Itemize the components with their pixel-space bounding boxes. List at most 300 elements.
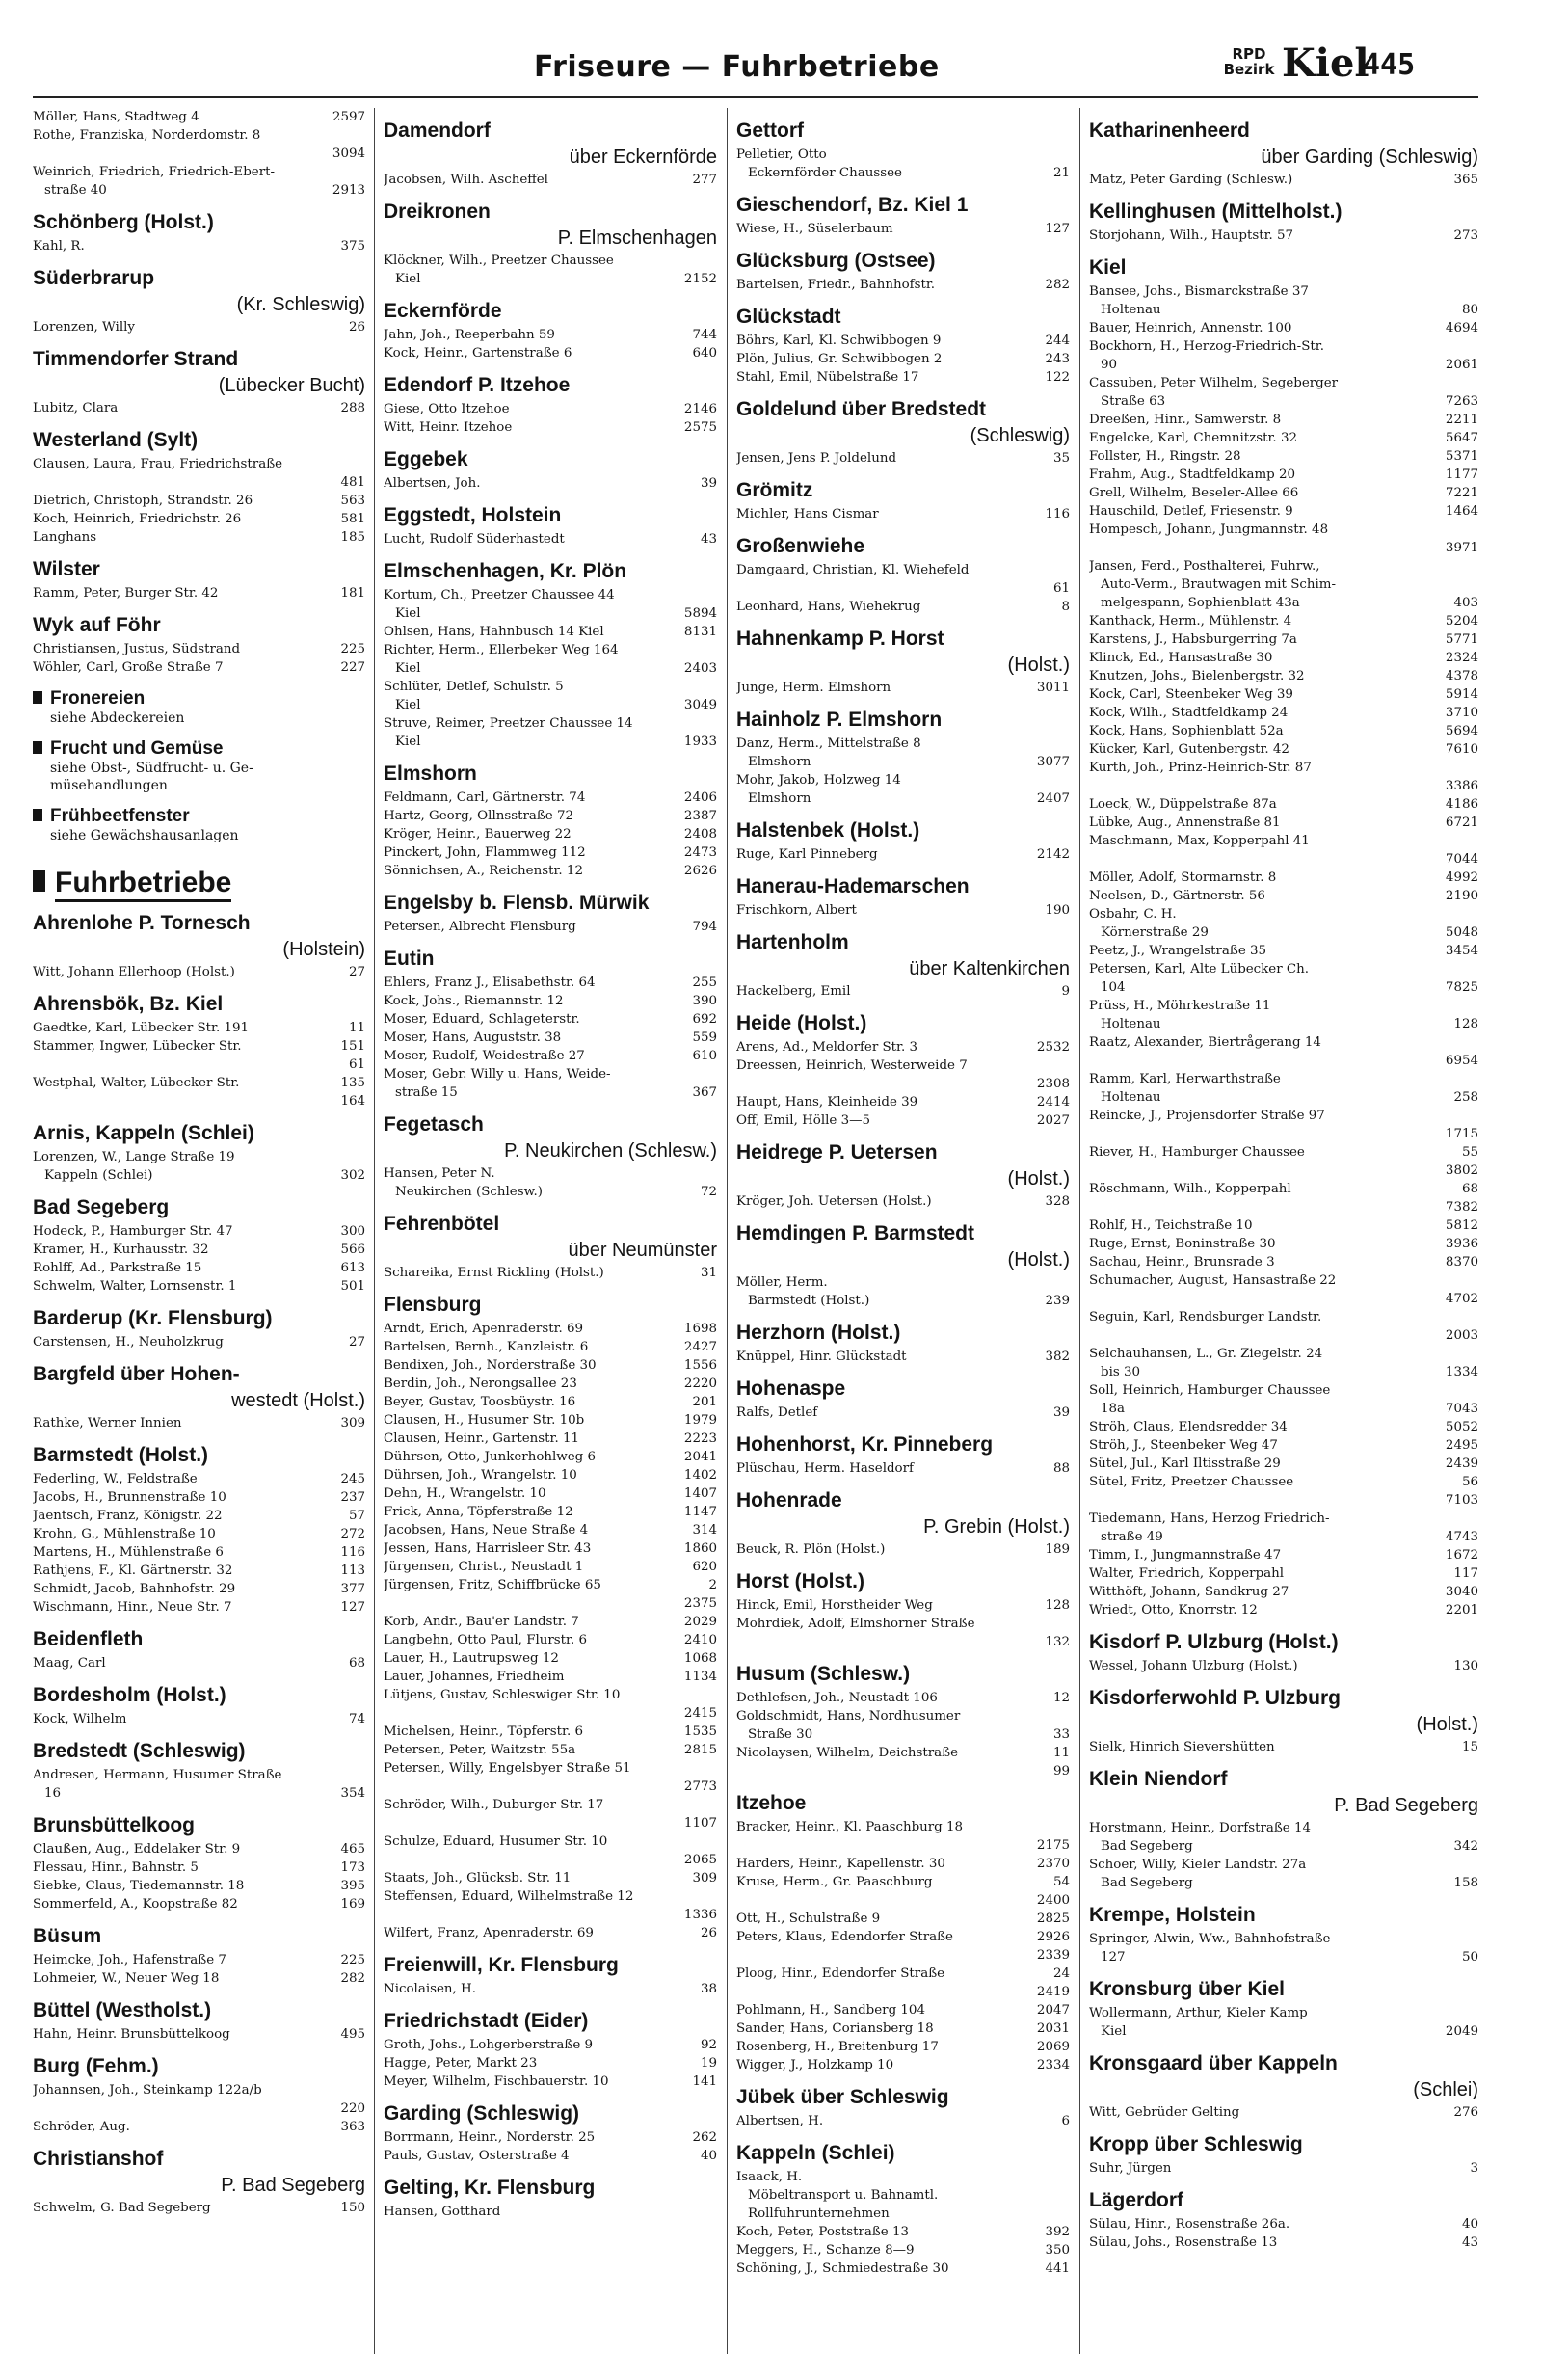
listing-entry bbox=[736, 368, 1070, 387]
listing-name: Dührsen, Otto, Junkerhohlweg 6 bbox=[384, 1450, 597, 1464]
district-name: Kiel bbox=[1282, 40, 1369, 86]
listing-name: Schumacher, August, Hansastraße 22 bbox=[1089, 1273, 1337, 1288]
phone-number: 88 bbox=[1052, 1461, 1070, 1476]
listing-continuation bbox=[1089, 1290, 1478, 1308]
listing-name: Clausen, Laura, Frau, Friedrichstraße bbox=[33, 457, 283, 471]
phone-number: 2142 bbox=[1036, 847, 1070, 862]
listing-continuation bbox=[1089, 539, 1478, 557]
phone-number: 501 bbox=[340, 1279, 365, 1294]
listing-name: 18a bbox=[1101, 1402, 1126, 1416]
column-2 bbox=[384, 108, 717, 2354]
phone-number: 54 bbox=[1052, 1875, 1070, 1889]
place-heading: Timmendorfer Strand bbox=[33, 348, 239, 370]
place-heading: Wilster bbox=[33, 558, 100, 580]
place-subheading: (Lübecker Bucht) bbox=[218, 375, 365, 396]
place-heading: Wyk auf Föhr bbox=[33, 614, 161, 636]
listing-entry bbox=[736, 2223, 1070, 2241]
listing-entry bbox=[1089, 1271, 1478, 1290]
listing-entry bbox=[33, 658, 365, 677]
listing-name: Walter, Friedrich, Kopperpahl bbox=[1089, 1566, 1285, 1581]
place-subheading: (Holst.) bbox=[1007, 655, 1070, 676]
phone-number: 2597 bbox=[332, 110, 365, 124]
phone-number: 15 bbox=[1461, 1740, 1478, 1754]
listing-entry bbox=[384, 2128, 717, 2147]
phone-number: 1535 bbox=[683, 1725, 717, 1739]
listing-entry bbox=[384, 586, 717, 604]
listing-name: Arndt, Erich, Apenraderstr. 69 bbox=[384, 1322, 584, 1336]
phone-number: 2408 bbox=[683, 827, 717, 842]
listing-name: Bauer, Heinrich, Annenstr. 100 bbox=[1089, 321, 1292, 335]
place-heading: Eckernförde bbox=[384, 300, 502, 322]
listing-continuation bbox=[33, 1784, 365, 1803]
listing-name: Andresen, Hermann, Husumer Straße bbox=[33, 1768, 282, 1782]
listing-entry bbox=[736, 1855, 1070, 1873]
phone-number: 2223 bbox=[683, 1431, 717, 1446]
listing-entry bbox=[384, 1924, 717, 1942]
listing-name: Nicolaysen, Wilhelm, Deichstraße bbox=[736, 1746, 959, 1760]
listing-entry bbox=[1089, 905, 1478, 923]
phone-number: 2773 bbox=[683, 1779, 717, 1794]
cross-reference-note: siehe Abdeckereien bbox=[50, 710, 185, 726]
listing-name: Rathke, Werner Innien bbox=[33, 1416, 182, 1431]
listing-entry bbox=[33, 1222, 365, 1241]
listing-name: Lauer, H., Lautrupsweg 12 bbox=[384, 1651, 559, 1666]
listing-entry bbox=[1089, 1235, 1478, 1253]
phone-number: 7263 bbox=[1445, 394, 1478, 409]
phone-number: 3386 bbox=[1445, 779, 1478, 793]
listing-entry bbox=[384, 1466, 717, 1484]
listing-name: Knutzen, Johs., Bielenbergstr. 32 bbox=[1089, 669, 1305, 683]
phone-number: 11 bbox=[1052, 1746, 1070, 1760]
phone-number: 57 bbox=[348, 1509, 365, 1523]
phone-number: 3454 bbox=[1445, 944, 1478, 958]
columns-area bbox=[33, 108, 1478, 2354]
phone-number: 258 bbox=[1453, 1090, 1478, 1105]
listing-continuation bbox=[736, 1762, 1070, 1780]
phone-number: 141 bbox=[692, 2074, 717, 2089]
listing-name: Möbeltransport u. Bahnamtl. bbox=[748, 2188, 939, 2203]
listing-entry bbox=[736, 1111, 1070, 1130]
phone-number: 12 bbox=[1052, 1691, 1070, 1705]
listing-entry bbox=[384, 974, 717, 992]
listing-name: Reincke, J., Projensdorfer Straße 97 bbox=[1089, 1109, 1325, 1123]
listing-name: Weinrich, Friedrich, Friedrich-Ebert- bbox=[33, 165, 275, 179]
phone-number: 390 bbox=[692, 994, 717, 1008]
place-heading: Elmschenhagen, Kr. Plön bbox=[384, 560, 627, 582]
listing-entry bbox=[736, 2001, 1070, 2019]
listing-continuation bbox=[1089, 923, 1478, 942]
listing-name: Elmshorn bbox=[748, 791, 811, 806]
place-heading: Krempe, Holstein bbox=[1089, 1904, 1256, 1926]
place-subheading: über Garding (Schleswig) bbox=[1261, 147, 1478, 168]
listing-entry bbox=[736, 845, 1070, 864]
phone-number: 5204 bbox=[1445, 614, 1478, 628]
listing-name: Rothe, Franziska, Norderdomstr. 8 bbox=[33, 128, 261, 143]
listing-entry bbox=[1089, 942, 1478, 960]
place-subheading: über Kaltenkirchen bbox=[909, 958, 1070, 979]
listing-name: Jaentsch, Franz, Königstr. 22 bbox=[33, 1509, 223, 1523]
phone-number: 272 bbox=[340, 1527, 365, 1541]
listing-entry bbox=[1089, 1143, 1478, 1162]
phone-number: 243 bbox=[1045, 352, 1070, 366]
phone-number: 2626 bbox=[683, 864, 717, 878]
listing-name: Kiel bbox=[1101, 2024, 1127, 2039]
listing-entry bbox=[384, 1411, 717, 1430]
listing-name: Böhrs, Karl, Kl. Schwibbogen 9 bbox=[736, 334, 942, 348]
listing-entry bbox=[1089, 1217, 1478, 1235]
listing-entry bbox=[1089, 1107, 1478, 1125]
listing-continuation bbox=[1089, 777, 1478, 795]
place-heading: Glücksburg (Ostsee) bbox=[736, 250, 936, 272]
listing-name: Lucht, Rudolf Süderhastedt bbox=[384, 532, 565, 547]
phone-number: 566 bbox=[340, 1243, 365, 1257]
phone-number: 2473 bbox=[683, 845, 717, 860]
listing-continuation bbox=[736, 753, 1070, 771]
listing-entry bbox=[384, 1887, 717, 1906]
listing-entry bbox=[384, 1741, 717, 1759]
phone-number: 1672 bbox=[1445, 1548, 1478, 1563]
place-heading: Eggebek bbox=[384, 448, 468, 470]
phone-number: 3710 bbox=[1445, 706, 1478, 720]
listing-entry bbox=[384, 1649, 717, 1668]
listing-entry bbox=[736, 1192, 1070, 1211]
listing-name: Ströh, J., Steenbeker Weg 47 bbox=[1089, 1438, 1278, 1453]
listing-entry bbox=[384, 918, 717, 936]
listing-entry bbox=[384, 862, 717, 880]
phone-number: 2047 bbox=[1036, 2003, 1070, 2018]
phone-number: 1979 bbox=[683, 1413, 717, 1428]
phone-number: 220 bbox=[340, 2101, 365, 2116]
listing-entry bbox=[1089, 1436, 1478, 1455]
phone-number: 190 bbox=[1045, 903, 1070, 918]
header-rule bbox=[33, 96, 1478, 98]
phone-number: 33 bbox=[1052, 1727, 1070, 1742]
listing-name: Lorenzen, Willy bbox=[33, 320, 135, 334]
listing-continuation bbox=[736, 2186, 1070, 2205]
place-subheading: P. Elmschenhagen bbox=[557, 227, 717, 249]
listing-name: Kröger, Joh. Uetersen (Holst.) bbox=[736, 1194, 932, 1209]
listing-name: 16 bbox=[44, 1786, 62, 1801]
listing-name: Siebke, Claus, Tiedemannstr. 18 bbox=[33, 1879, 245, 1893]
listing-entry bbox=[384, 1796, 717, 1814]
place-heading: Hohenrade bbox=[736, 1489, 842, 1511]
listing-entry bbox=[33, 1525, 365, 1543]
phone-number: 2339 bbox=[1036, 1948, 1070, 1963]
place-heading: Kisdorf P. Ulzburg (Holst.) bbox=[1089, 1631, 1339, 1653]
listing-entry bbox=[33, 584, 365, 602]
place-heading: Kronsgaard über Kappeln bbox=[1089, 2052, 1338, 2074]
place-heading: Kellinghusen (Mittelholst.) bbox=[1089, 201, 1343, 223]
listing-entry bbox=[736, 598, 1070, 616]
listing-entry bbox=[33, 2118, 365, 2136]
listing-name: Pohlmann, H., Sandberg 104 bbox=[736, 2003, 925, 2018]
listing-entry bbox=[384, 843, 717, 862]
place-heading: Damendorf bbox=[384, 120, 491, 142]
phone-number: 3971 bbox=[1445, 541, 1478, 555]
listing-name: Rohlff, Ad., Parkstraße 15 bbox=[33, 1261, 202, 1275]
listing-entry bbox=[33, 1562, 365, 1580]
listing-entry bbox=[33, 1766, 365, 1784]
phone-number: 300 bbox=[340, 1224, 365, 1239]
listing-entry bbox=[736, 1273, 1070, 1292]
listing-name: Holtenau bbox=[1101, 1090, 1161, 1105]
listing-name: Langhans bbox=[33, 530, 97, 545]
phone-number: 3 bbox=[1470, 2161, 1478, 2176]
listing-name: Bockhorn, H., Herzog-Friedrich-Str. bbox=[1089, 339, 1324, 354]
listing-name: Koch, Peter, Poststraße 13 bbox=[736, 2225, 910, 2239]
listing-entry bbox=[736, 982, 1070, 1001]
column-divider bbox=[374, 108, 375, 2354]
listing-name: Moser, Rudolf, Weidestraße 27 bbox=[384, 1049, 585, 1063]
listing-name: Rosenberg, H., Breitenburg 17 bbox=[736, 2040, 939, 2054]
listing-entry bbox=[384, 1320, 717, 1338]
listing-entry bbox=[1089, 1583, 1478, 1601]
listing-name: Schoer, Willy, Kieler Landstr. 27a bbox=[1089, 1858, 1307, 1872]
listing-entry bbox=[736, 2056, 1070, 2074]
phone-number: 21 bbox=[1052, 166, 1070, 180]
listing-entry bbox=[384, 252, 717, 270]
listing-entry bbox=[33, 2025, 365, 2044]
place-heading: Lägerdorf bbox=[1089, 2189, 1184, 2211]
listing-name: Suhr, Jürgen bbox=[1089, 2161, 1172, 2176]
phone-number: 363 bbox=[340, 2120, 365, 2134]
listing-name: Wiese, H., Süselerbaum bbox=[736, 222, 893, 236]
phone-number: 7221 bbox=[1445, 486, 1478, 500]
listing-entry bbox=[736, 1056, 1070, 1075]
place-heading: Arnis, Kappeln (Schlei) bbox=[33, 1122, 254, 1144]
place-heading: Burg (Fehm.) bbox=[33, 2055, 159, 2077]
column-divider bbox=[727, 108, 728, 2354]
phone-number: 185 bbox=[340, 530, 365, 545]
listing-name: Claußen, Aug., Eddelaker Str. 9 bbox=[33, 1842, 241, 1857]
listing-continuation bbox=[384, 696, 717, 714]
listing-name: Stahl, Emil, Nübelstraße 17 bbox=[736, 370, 919, 385]
listing-name: Sander, Hans, Coriansberg 18 bbox=[736, 2021, 934, 2036]
listing-name: Holtenau bbox=[1101, 303, 1161, 317]
listing-entry bbox=[33, 1598, 365, 1617]
listing-entry bbox=[384, 1393, 717, 1411]
listing-name: Korb, Andr., Bau'er Landstr. 7 bbox=[384, 1615, 579, 1629]
listing-name: Tiedemann, Hans, Herzog Friedrich- bbox=[1089, 1511, 1330, 1526]
listing-name: Rohlf, H., Teichstraße 10 bbox=[1089, 1218, 1253, 1233]
phone-number: 19 bbox=[700, 2056, 717, 2071]
listing-entry bbox=[1089, 814, 1478, 832]
phone-number: 2146 bbox=[683, 402, 717, 416]
phone-number: 80 bbox=[1461, 303, 1478, 317]
listing-name: Dührsen, Joh., Wrangelstr. 10 bbox=[384, 1468, 577, 1483]
place-heading: Garding (Schleswig) bbox=[384, 2102, 580, 2125]
listing-name: Pauls, Gustav, Osterstraße 4 bbox=[384, 2149, 570, 2163]
phone-number: 2407 bbox=[1036, 791, 1070, 806]
phone-number: 581 bbox=[340, 512, 365, 526]
phone-number: 3802 bbox=[1445, 1163, 1478, 1178]
phone-number: 4694 bbox=[1445, 321, 1478, 335]
phone-number: 7043 bbox=[1445, 1402, 1478, 1416]
listing-entry bbox=[33, 1654, 365, 1672]
phone-number: 692 bbox=[692, 1012, 717, 1027]
phone-number: 559 bbox=[692, 1030, 717, 1045]
listing-entry bbox=[33, 1895, 365, 1913]
listing-continuation bbox=[1089, 1088, 1478, 1107]
listing-name: Kiel bbox=[395, 698, 421, 712]
listing-name: Jacobs, H., Brunnenstraße 10 bbox=[33, 1490, 226, 1505]
phone-number: 2495 bbox=[1445, 1438, 1478, 1453]
phone-number: 1107 bbox=[683, 1816, 717, 1831]
listing-name: Wigger, J., Holzkamp 10 bbox=[736, 2058, 894, 2072]
place-heading: Gelting, Kr. Flensburg bbox=[384, 2177, 596, 2199]
listing-name: Hansen, Peter N. bbox=[384, 1166, 495, 1181]
rpd-line-2: Bezirk bbox=[1223, 61, 1275, 78]
listing-name: Hodeck, P., Hamburger Str. 47 bbox=[33, 1224, 233, 1239]
phone-number: 61 bbox=[1052, 581, 1070, 596]
phone-number: 1698 bbox=[683, 1322, 717, 1336]
listing-entry bbox=[384, 530, 717, 548]
listing-entry bbox=[1089, 1510, 1478, 1528]
listing-continuation bbox=[1089, 1491, 1478, 1510]
listing-entry bbox=[1089, 227, 1478, 245]
listing-entry bbox=[33, 1580, 365, 1598]
phone-number: 1860 bbox=[683, 1541, 717, 1556]
listing-name: Plüschau, Herm. Haseldorf bbox=[736, 1461, 914, 1476]
phone-number: 382 bbox=[1045, 1350, 1070, 1364]
listing-name: Hagge, Peter, Markt 23 bbox=[384, 2056, 538, 2071]
phone-number: 40 bbox=[1461, 2217, 1478, 2232]
listing-entry bbox=[736, 1744, 1070, 1762]
listing-entry bbox=[384, 1338, 717, 1356]
listing-name: Sütel, Fritz, Preetzer Chaussee bbox=[1089, 1475, 1294, 1489]
listing-name: Karstens, J., Habsburgerring 7a bbox=[1089, 632, 1297, 647]
listing-name: Raatz, Alexander, Biertrågerang 14 bbox=[1089, 1035, 1321, 1050]
listing-name: Kröger, Heinr., Bauerweg 22 bbox=[384, 827, 572, 842]
listing-name: Christiansen, Justus, Südstrand bbox=[33, 642, 241, 656]
place-heading: Hemdingen P. Barmstedt bbox=[736, 1222, 975, 1244]
phone-number: 39 bbox=[1052, 1405, 1070, 1420]
listing-name: Straße 30 bbox=[748, 1727, 813, 1742]
page-header bbox=[33, 39, 1478, 106]
listing-entry bbox=[1089, 722, 1478, 740]
listing-name: Sachau, Heinr., Brunsrade 3 bbox=[1089, 1255, 1275, 1270]
phone-number: 2027 bbox=[1036, 1113, 1070, 1128]
listing-entry bbox=[1089, 997, 1478, 1015]
phone-number: 244 bbox=[1045, 334, 1070, 348]
listing-name: 127 bbox=[1101, 1950, 1126, 1965]
listing-name: Kiel bbox=[395, 272, 421, 286]
listing-name: melgespann, Sophienblatt 43a bbox=[1101, 596, 1300, 610]
phone-number: 288 bbox=[340, 401, 365, 415]
listing-entry bbox=[736, 771, 1070, 789]
listing-entry bbox=[1089, 2004, 1478, 2022]
listing-entry bbox=[384, 1613, 717, 1631]
listing-name: Bansee, Johs., Bismarckstraße 37 bbox=[1089, 284, 1309, 299]
phone-number: 5052 bbox=[1445, 1420, 1478, 1434]
phone-number: 2049 bbox=[1445, 2024, 1478, 2039]
listing-continuation bbox=[736, 1983, 1070, 2001]
listing-entry bbox=[1089, 411, 1478, 429]
phone-number: 40 bbox=[700, 2149, 717, 2163]
listing-name: Rollfuhrunternehmen bbox=[748, 2206, 890, 2221]
listing-name: Schlüter, Detlef, Schulstr. 5 bbox=[384, 680, 564, 694]
listing-name: Jessen, Hans, Harrisleer Str. 43 bbox=[384, 1541, 592, 1556]
listing-continuation bbox=[384, 1183, 717, 1201]
phone-number: 2419 bbox=[1036, 1985, 1070, 1999]
listing-name: Dethlefsen, Joh., Neustadt 106 bbox=[736, 1691, 938, 1705]
listing-entry bbox=[1089, 1033, 1478, 1052]
place-heading: Freienwill, Kr. Flensburg bbox=[384, 1954, 619, 1976]
listing-entry bbox=[1089, 1657, 1478, 1675]
listing-name: Hinck, Emil, Horstheider Weg bbox=[736, 1598, 933, 1613]
listing-entry bbox=[384, 1264, 717, 1282]
listing-name: Meggers, H., Schanze 8—9 bbox=[736, 2243, 915, 2258]
phone-number: 1336 bbox=[683, 1908, 717, 1922]
phone-number: 441 bbox=[1045, 2261, 1070, 2276]
listing-name: straße 15 bbox=[395, 1085, 458, 1100]
phone-number: 309 bbox=[692, 1871, 717, 1885]
place-heading: Flensburg bbox=[384, 1294, 482, 1316]
place-heading: Friedrichstadt (Eider) bbox=[384, 2010, 589, 2032]
rpd-line-1: RPD bbox=[1232, 45, 1266, 63]
listing-entry bbox=[1089, 1819, 1478, 1837]
place-heading: Hanerau-Hademarschen bbox=[736, 875, 970, 897]
phone-number: 309 bbox=[340, 1416, 365, 1431]
listing-continuation bbox=[384, 604, 717, 623]
listing-name: Witt, Johann Ellerhoop (Holst.) bbox=[33, 965, 235, 979]
listing-entry bbox=[736, 1910, 1070, 1928]
phone-number: 4743 bbox=[1445, 1530, 1478, 1544]
phone-number: 342 bbox=[1453, 1839, 1478, 1854]
phone-number: 6 bbox=[1061, 2114, 1070, 2128]
place-subheading: (Schlei) bbox=[1413, 2079, 1478, 2100]
column-3 bbox=[736, 108, 1070, 2354]
listing-name: 104 bbox=[1101, 980, 1126, 995]
phone-number: 113 bbox=[340, 1564, 365, 1578]
phone-number: 50 bbox=[1461, 1950, 1478, 1965]
listing-entry bbox=[33, 455, 365, 473]
place-heading: Bredstedt (Schleswig) bbox=[33, 1740, 246, 1762]
place-heading: Ahrenlohe P. Tornesch bbox=[33, 912, 251, 934]
listing-entry bbox=[736, 679, 1070, 697]
listing-entry bbox=[1089, 795, 1478, 814]
phone-number: 328 bbox=[1045, 1194, 1070, 1209]
listing-name: Dreessen, Heinrich, Westerweide 7 bbox=[736, 1058, 968, 1073]
phone-number: 116 bbox=[1045, 507, 1070, 521]
phone-number: 122 bbox=[1045, 370, 1070, 385]
listing-entry bbox=[384, 1832, 717, 1851]
phone-number: 365 bbox=[1453, 173, 1478, 187]
listing-entry bbox=[33, 399, 365, 417]
listing-name: Seguin, Karl, Rendsburger Landstr. bbox=[1089, 1310, 1322, 1324]
listing-entry bbox=[736, 735, 1070, 753]
place-heading: Eggstedt, Holstein bbox=[384, 504, 562, 526]
phone-number: 610 bbox=[692, 1049, 717, 1063]
place-heading: Hartenholm bbox=[736, 931, 849, 953]
listing-name: Off, Emil, Hölle 3—5 bbox=[736, 1113, 870, 1128]
listing-entry bbox=[33, 1840, 365, 1859]
phone-number: 2031 bbox=[1036, 2021, 1070, 2036]
place-heading: Schönberg (Holst.) bbox=[33, 211, 214, 233]
listing-name: Hansen, Gotthard bbox=[384, 2205, 501, 2219]
place-heading: Bargfeld über Hohen- bbox=[33, 1363, 240, 1385]
listing-entry bbox=[1089, 649, 1478, 667]
listing-name: Berdin, Joh., Nerongsallee 23 bbox=[384, 1377, 577, 1391]
phone-number: 43 bbox=[700, 532, 717, 547]
listing-continuation bbox=[1089, 356, 1478, 374]
place-heading: Hohenhorst, Kr. Pinneberg bbox=[736, 1433, 994, 1456]
listing-name: Wischmann, Hinr., Neue Str. 7 bbox=[33, 1600, 232, 1615]
listing-entry bbox=[1089, 1601, 1478, 1619]
place-subheading: (Holst.) bbox=[1007, 1249, 1070, 1270]
listing-entry bbox=[384, 474, 717, 493]
listing-entry bbox=[736, 2019, 1070, 2038]
